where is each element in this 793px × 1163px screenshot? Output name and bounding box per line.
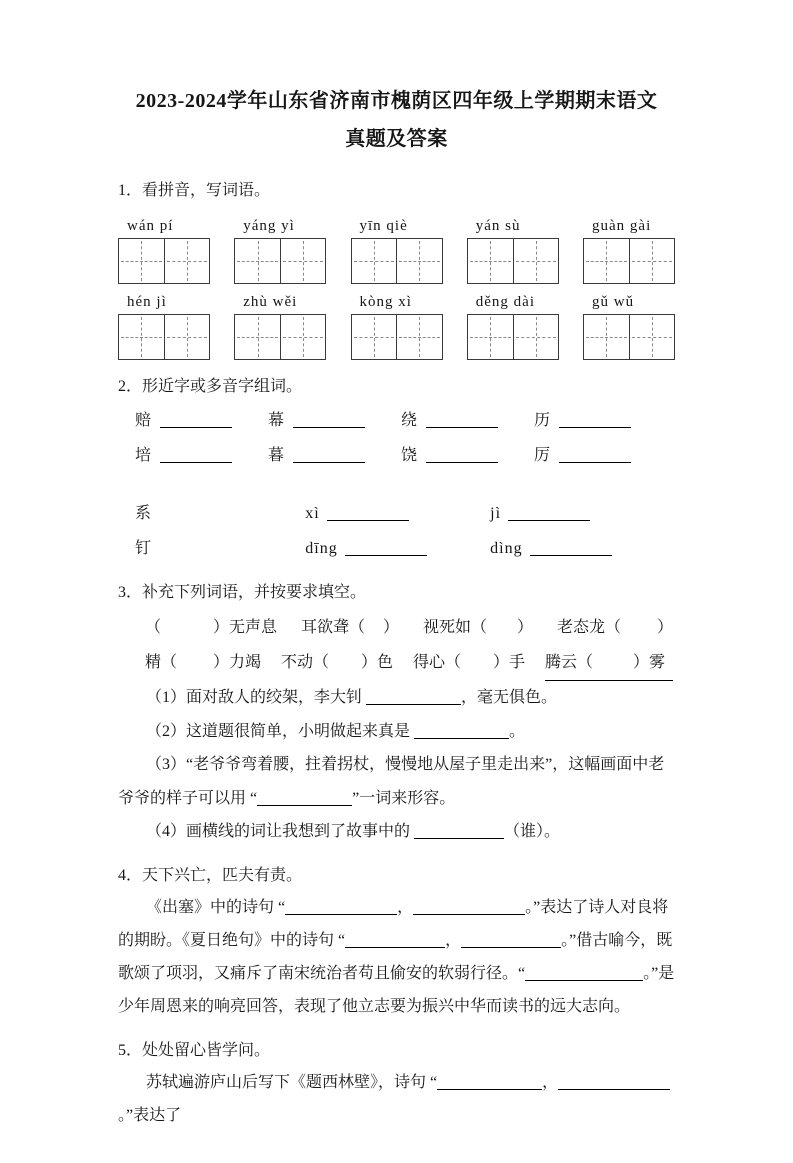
q2-char-row-2	[118, 438, 675, 473]
pinyin-grid-group	[234, 290, 326, 360]
idiom-item: 不动（ ）色	[280, 653, 394, 671]
grid-cell	[235, 239, 280, 283]
grid-cell	[396, 239, 441, 283]
pinyin-label: dīng	[305, 539, 338, 557]
grid-cell	[352, 239, 397, 283]
pinyin-grid-group	[467, 214, 559, 284]
pinyin-grid-group	[351, 214, 443, 284]
grid-cell	[629, 315, 674, 359]
blank-line	[461, 932, 561, 948]
paren-gap	[593, 666, 633, 667]
character: 赔	[135, 412, 152, 430]
pinyin-label: zhù wěi	[243, 293, 298, 310]
char-word-item	[534, 438, 631, 473]
paren-gap	[461, 666, 493, 667]
pinyin-label: dìng	[490, 539, 523, 557]
blank-line	[558, 1074, 670, 1090]
grid-cell	[629, 239, 674, 283]
blank-line	[293, 447, 365, 463]
char-word-item	[135, 438, 268, 473]
character: 暮	[268, 447, 285, 465]
question-3-label: 3．补充下列词语，并按要求填空。	[118, 583, 367, 601]
question-5-label: 5．处处留心皆学问。	[118, 1041, 271, 1059]
char-word-item	[268, 438, 401, 473]
paren-gap	[487, 631, 517, 632]
poly-reading-2	[490, 496, 675, 531]
q2-poly-row-2	[118, 531, 675, 566]
pinyin-label: xì	[305, 504, 320, 522]
character: 钉	[135, 539, 152, 557]
idiom-item: （ ）无声息	[145, 618, 278, 636]
pinyin-label: gǔ wǔ	[592, 293, 635, 310]
writing-grid	[234, 314, 326, 360]
pinyin-label: yán sù	[475, 217, 521, 234]
pinyin-label: guàn gài	[592, 217, 652, 234]
pinyin-grid-group	[583, 290, 675, 360]
title-line-2: 真题及答案	[345, 128, 448, 150]
grid-cell	[352, 315, 397, 359]
paren-gap	[329, 666, 361, 667]
exam-title	[118, 82, 675, 158]
character: 厉	[534, 447, 551, 465]
q3-sub-4: （4）画横线的词让我想到了故事中的 （谁）。	[146, 823, 561, 841]
q4-paragraph: 《出塞》中的诗句 “ ， 。”表达了诗人对良将的期盼。《夏日绝句》中的诗句 “ ， 。”借古喻今，既歌颂了项羽，又痛斥了南宋统治者苟且偷安的软弱行径。“ 。”是少年周恩来的响亮回答，表现了他立志要为振兴中华而读书的远大志向。	[118, 899, 675, 1015]
q2-poly-row-1	[118, 496, 675, 531]
question-1-label: 1．看拼音，写词语。	[118, 182, 271, 199]
pinyin-grid-group	[118, 214, 210, 284]
char-word-item	[135, 403, 268, 438]
pinyin-grid-row-1	[118, 214, 675, 284]
pinyin-label: jì	[490, 504, 502, 522]
grid-cell	[119, 315, 164, 359]
pinyin-label: wán pí	[127, 217, 174, 234]
blank-line	[345, 540, 427, 556]
char-word-item	[268, 403, 401, 438]
pinyin-grid-group	[118, 290, 210, 360]
writing-grid	[234, 238, 326, 284]
q5-paragraph: 苏轼遍游庐山后写下《题西林壁》，诗句 “ ，。”表达了	[118, 1067, 675, 1133]
blank-line	[525, 965, 643, 981]
grid-cell	[513, 239, 558, 283]
idiom-item: 视死如（ ）	[422, 618, 533, 636]
grid-cell	[164, 315, 209, 359]
paren-gap	[161, 631, 213, 632]
poly-reading-1	[305, 496, 490, 531]
pinyin-label: kòng xì	[359, 293, 412, 310]
blank-line	[559, 412, 631, 428]
character: 历	[534, 412, 551, 430]
writing-grid	[583, 314, 675, 360]
idiom-item: 得心（ ）手	[412, 653, 525, 671]
writing-grid	[583, 238, 675, 284]
poly-reading-2	[490, 531, 675, 566]
grid-cell	[584, 239, 629, 283]
pinyin-grid-row-2	[118, 290, 675, 360]
character: 培	[135, 447, 152, 465]
paren-gap	[365, 631, 383, 632]
q3-sub-3: （3）“老爷爷弯着腰，拄着拐杖，慢慢地从屋子里走出来”，这幅画面中老爷爷的样子可以用 “ ”一词来形容。	[118, 756, 665, 807]
blank-line	[530, 540, 612, 556]
character: 幕	[268, 412, 285, 430]
blank-line	[426, 447, 498, 463]
blank-line	[437, 1074, 542, 1090]
q3-sub-1: （1）面对敌人的绞架，李大钊 ，毫无俱色。	[146, 688, 558, 706]
blank-line	[559, 447, 631, 463]
pinyin-grid-group	[583, 214, 675, 284]
writing-grid	[467, 314, 559, 360]
title-line-1: 2023-2024学年山东省济南市槐荫区四年级上学期期末语文	[135, 90, 658, 112]
blank-line	[413, 899, 525, 915]
pinyin-label: yáng yì	[243, 217, 295, 234]
q3-idiom-row-1	[118, 610, 675, 645]
char-word-item	[401, 438, 534, 473]
blank-line	[293, 412, 365, 428]
blank-line	[345, 932, 445, 948]
char-word-item	[534, 403, 631, 438]
blank-line	[414, 823, 504, 839]
grid-cell	[513, 315, 558, 359]
blank-line	[327, 505, 409, 521]
writing-grid	[351, 238, 443, 284]
grid-cell	[235, 315, 280, 359]
pinyin-label: hén jì	[127, 293, 167, 310]
idiom-item: 精（ ）力竭	[145, 653, 262, 671]
blank-line	[257, 790, 352, 806]
grid-cell	[468, 239, 513, 283]
pinyin-grid-group	[467, 290, 559, 360]
idiom-item-underlined: 腾云（ ）雾	[545, 645, 673, 681]
writing-grid	[118, 238, 210, 284]
pinyin-grid-group	[234, 214, 326, 284]
grid-cell	[164, 239, 209, 283]
question-2-label: 2．形近字或多音字组词。	[118, 377, 303, 395]
idiom-item: 老态龙（ ）	[556, 618, 673, 636]
character: 系	[135, 504, 152, 522]
grid-cell	[280, 315, 325, 359]
paren-gap	[621, 631, 657, 632]
blank-line	[285, 899, 397, 915]
pinyin-label: děng dài	[475, 293, 535, 310]
idiom-item: 耳欲聋（ ）	[300, 618, 400, 636]
char-word-item	[401, 403, 534, 438]
q3-idiom-row-2	[118, 645, 675, 681]
blank-line	[414, 723, 509, 739]
character: 绕	[401, 412, 418, 430]
pinyin-grid-group	[351, 290, 443, 360]
pinyin-label: yīn qiè	[359, 217, 408, 234]
character: 饶	[401, 447, 418, 465]
writing-grid	[351, 314, 443, 360]
grid-cell	[468, 315, 513, 359]
question-4-label: 4．天下兴亡，匹夫有责。	[118, 866, 303, 884]
writing-grid	[118, 314, 210, 360]
grid-cell	[396, 315, 441, 359]
blank-line	[160, 412, 232, 428]
q3-sub-2: （2）这道题很简单，小明做起来真是 。	[146, 722, 526, 740]
poly-reading-1	[305, 531, 490, 566]
paren-gap	[177, 666, 213, 667]
grid-cell	[280, 239, 325, 283]
blank-line	[366, 689, 461, 705]
blank-line	[508, 505, 590, 521]
blank-line	[426, 412, 498, 428]
q2-char-row-1	[118, 403, 675, 438]
grid-cell	[584, 315, 629, 359]
blank-line	[160, 447, 232, 463]
writing-grid	[467, 238, 559, 284]
grid-cell	[119, 239, 164, 283]
